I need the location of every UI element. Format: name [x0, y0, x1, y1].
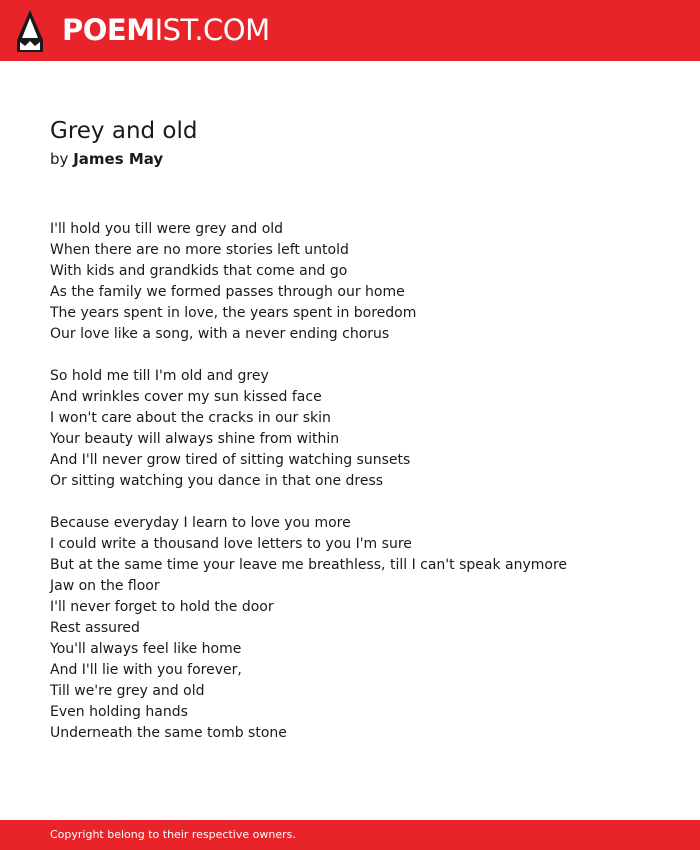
poem-stanza-3: [50, 513, 670, 744]
poem-line: With kids and grandkids that come and go: [50, 263, 348, 279]
poem-line: And I'll lie with you forever,: [50, 662, 242, 678]
poem-line: Rest assured: [50, 620, 140, 636]
poem-line: Till we're grey and old: [50, 683, 205, 699]
poem-stanza-1: [50, 219, 670, 345]
site-brand-link[interactable]: [62, 12, 270, 48]
poem-line: Or sitting watching you dance in that one dress: [50, 473, 384, 489]
poem-line: Your beauty will always shine from within: [50, 431, 340, 447]
poem-line: As the family we formed passes through our home: [50, 284, 405, 300]
poem-stanza-2: [50, 366, 670, 492]
poem-line: I could write a thousand love letters to you I'm sure: [50, 536, 412, 552]
poem-line: The years spent in love, the years spent in boredom: [50, 305, 417, 321]
poem-line: I won't care about the cracks in our skin: [50, 410, 331, 426]
copyright-text: Copyright belong to their respective owners.: [50, 828, 296, 841]
poem-line: So hold me till I'm old and grey: [50, 368, 269, 384]
poem-line: I'll hold you till were grey and old: [50, 221, 284, 237]
poem-author: James May: [73, 150, 164, 168]
poem-line: I'll never forget to hold the door: [50, 599, 274, 615]
poem-line: You'll always feel like home: [50, 641, 242, 657]
poem-body: [50, 219, 670, 765]
poem-byline: [50, 149, 163, 169]
poem-line: Even holding hands: [50, 704, 188, 720]
brand-bold-text: POEM: [62, 13, 155, 47]
poem-line: Underneath the same tomb stone: [50, 725, 287, 741]
site-header: [0, 0, 700, 61]
poem-line: And wrinkles cover my sun kissed face: [50, 389, 322, 405]
poem-line: But at the same time your leave me breathless, till I can't speak anymore: [50, 557, 568, 573]
pencil-tip-icon[interactable]: [17, 10, 43, 52]
poem-title: Grey and old: [50, 118, 198, 144]
site-footer: [0, 820, 700, 850]
poem-line: Our love like a song, with a never ending chorus: [50, 326, 390, 342]
poem-line: Because everyday I learn to love you more: [50, 515, 351, 531]
poem-line: When there are no more stories left untold: [50, 242, 349, 258]
poem-line: Jaw on the floor: [50, 578, 160, 594]
brand-light-text: IST.COM: [154, 13, 270, 47]
poem-line: And I'll never grow tired of sitting watching sunsets: [50, 452, 411, 468]
by-label: by: [50, 150, 69, 168]
